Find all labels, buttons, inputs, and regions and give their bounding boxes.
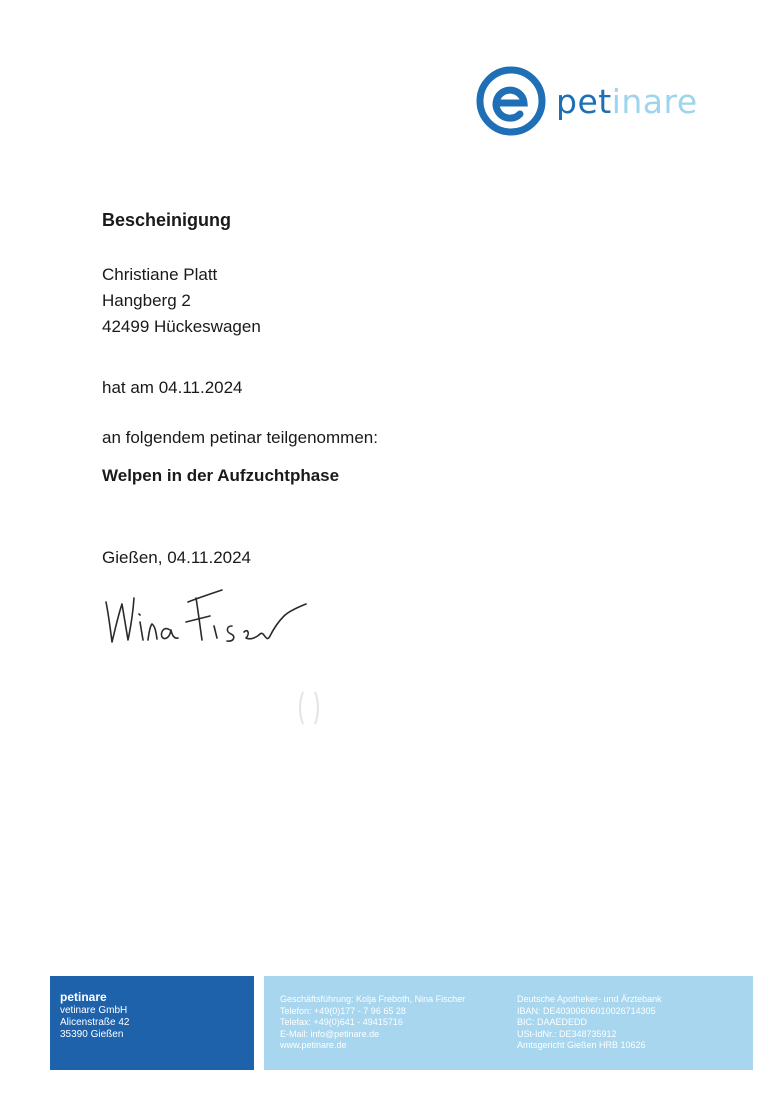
place-and-date: Gießen, 04.11.2024	[102, 548, 252, 567]
footer-company-info	[60, 990, 129, 1041]
footer-brand: petinare	[60, 990, 107, 1004]
petinare-logo	[476, 66, 716, 138]
participation-intro-line: an folgendem petinar teilgenommen:	[102, 428, 378, 447]
footer-company-box	[50, 976, 254, 1070]
handwritten-signature	[98, 582, 313, 652]
logo-wordmark	[556, 82, 698, 122]
footer-management: Geschäftsführung: Kolja Freboth, Nina Fischer	[280, 994, 466, 1004]
recipient-address	[102, 262, 261, 340]
certificate-title: Bescheinigung	[102, 210, 232, 230]
footer-iban: IBAN: DE40300606010026714305	[517, 1005, 656, 1016]
recipient-city: 42499 Hückeswagen	[102, 317, 261, 336]
participation-date-line: hat am 04.11.2024	[102, 378, 243, 397]
recipient-street: Hangberg 2	[102, 291, 191, 310]
footer-details-box	[264, 976, 753, 1070]
footer-fax: Telefax: +49(0)641 - 49415716	[280, 1017, 403, 1027]
footer-bic: BIC: DAAEDEDD	[517, 1017, 588, 1027]
footer-phone: Telefon: +49(0)177 - 7 96 65 28	[280, 1005, 406, 1016]
footer-email: E-Mail: info@petinare.de	[280, 1028, 380, 1039]
logo-wordmark-inare: inare	[611, 82, 698, 121]
footer-contact-column	[280, 994, 465, 1052]
logo-wordmark-pet: pet	[556, 82, 612, 121]
recipient-name: Christiane Platt	[102, 265, 218, 284]
petinare-logo-mark-icon	[476, 66, 546, 136]
footer-court-registration: Amtsgericht Gießen HRB 10626	[517, 1040, 646, 1050]
footer-bank-column	[517, 994, 662, 1052]
course-title: Welpen in der Aufzuchtphase	[102, 466, 340, 485]
footer-company-city: 35390 Gießen	[60, 1029, 124, 1040]
footer-website: www.petinare.de	[280, 1040, 347, 1050]
footer-bank-name: Deutsche Apotheker- und Ärztebank	[517, 994, 662, 1004]
footer-vat-id: USt-IdNr.: DE348735912	[517, 1028, 617, 1039]
footer-company-street: Alicenstraße 42	[60, 1017, 130, 1028]
footer-company-name: vetinare GmbH	[60, 1005, 128, 1016]
faint-scan-mark	[296, 688, 322, 728]
